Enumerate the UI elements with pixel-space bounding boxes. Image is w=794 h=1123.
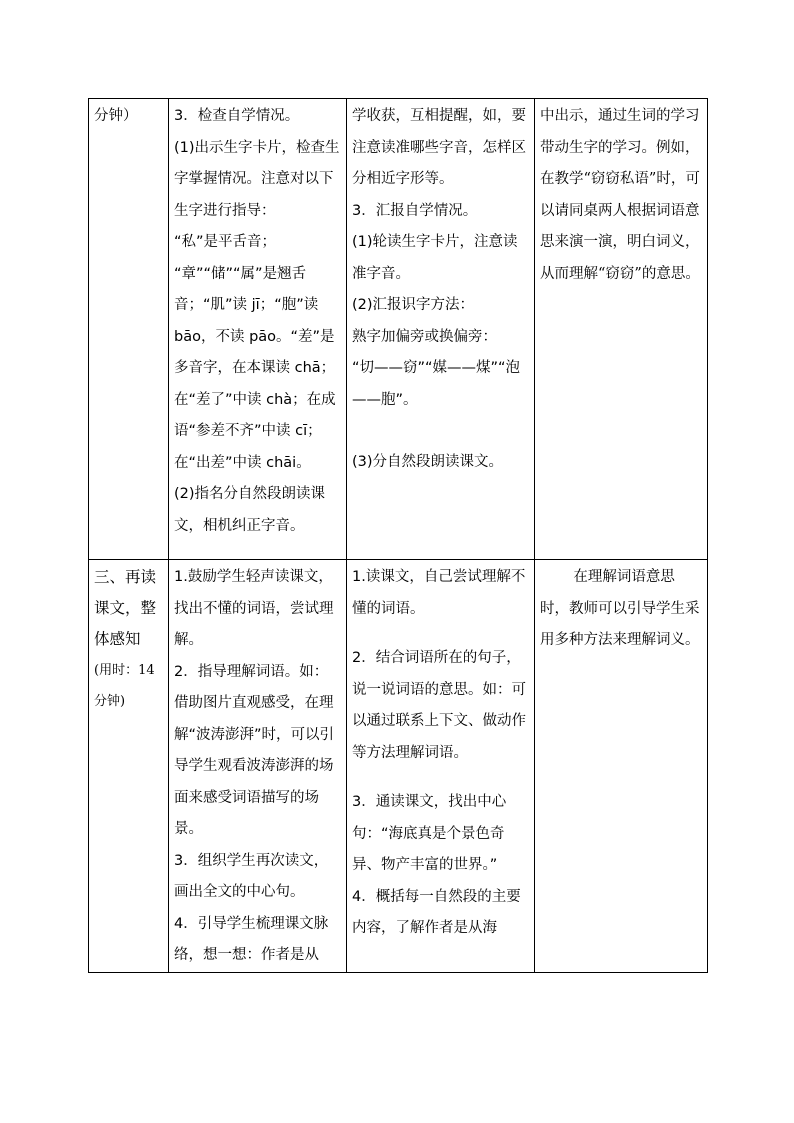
student-step: (2)汇报识字方法： — [352, 297, 475, 313]
spacer — [352, 625, 529, 643]
teacher-step: “章”“储”“属”是翘舌音；“肌”读 jī；“胞”读 bāo，不读 pāo。“差”是多音字，在本课读 chā；在“差了”中读 chà；在成语“参差不齐”中读 cī；在“出差”中读 chāi。 — [174, 265, 336, 471]
student-step: 3．汇报自学情况。 — [352, 202, 478, 219]
stage-cell — [89, 560, 169, 973]
student-step: (1)轮读生字卡片，注意读准字音。 — [352, 234, 518, 282]
student-step: 1.读课文，自己尝试理解不懂的词语。 — [352, 569, 526, 617]
table-row — [89, 560, 708, 973]
teacher-step: 1.鼓励学生轻声读课文，找出不懂的词语，尝试理解。 — [174, 569, 334, 648]
table-row — [89, 99, 708, 560]
stage-label: 分钟） — [94, 108, 138, 124]
student-step: 熟字加偏旁或换偏旁： — [352, 328, 497, 345]
teacher-activity-cell — [169, 560, 347, 973]
student-activity-cell — [347, 560, 535, 973]
student-step: (3)分自然段朗读课文。 — [352, 454, 504, 470]
teacher-step: “私”是平舌音； — [174, 234, 277, 250]
teacher-step: 3．检查自学情况。 — [174, 108, 300, 124]
student-step: 2．结合词语所在的句子，说一说词语的意思。如：可以通过联系上下文、做动作等方法理解词语。 — [352, 650, 526, 761]
stage-title: 三、再读课文，整体感知 — [94, 568, 157, 648]
stage-cell — [89, 99, 169, 560]
student-step: “切——窃”“媒——煤”“泡——胞”。 — [352, 360, 521, 408]
design-note: 在理解词语意思时，教师可以引导学生采用多种方法来理解词义。 — [540, 569, 700, 648]
student-step: 学收获，互相提醒，如，要注意读准哪些字音，怎样区分相近字形等。 — [352, 108, 526, 187]
teacher-step: 4．引导学生梳理课文脉络，想一想：作者是从 — [174, 915, 329, 963]
student-step: 3．通读课文，找出中心句：“海底真是个景色奇异、物产丰富的世界。” — [352, 794, 507, 873]
teacher-step: (2)指名分自然段朗读课文，相机纠正字音。 — [174, 486, 326, 534]
teacher-step: 2．指导理解词语。如：借助图片直观感受，在理解“波涛澎湃”时，可以引导学生观看波涛澎湃的场面来感受词语描写的场景。 — [174, 663, 335, 837]
lesson-plan-table — [88, 98, 708, 973]
teacher-step: (1)出示生字卡片，检查生字掌握情况。注意对以下生字进行指导： — [174, 139, 340, 219]
student-step: 4．概括每一自然段的主要内容，了解作者是从海 — [352, 888, 521, 936]
teacher-activity-cell — [169, 99, 347, 560]
student-activity-cell — [347, 99, 535, 560]
spacer — [352, 769, 529, 787]
spacer — [352, 416, 529, 447]
design-note: 中出示，通过生词的学习带动生字的学习。例如，在教学“窃窃私语”时，可以请同桌两人根据词语意思来演一演，明白词义，从而理解“窃窃”的意思。 — [540, 108, 700, 282]
design-note-cell — [535, 560, 708, 973]
stage-time: (用时：14分钟) — [94, 663, 155, 709]
teacher-step: 3．组织学生再次读文，画出全文的中心句。 — [174, 852, 329, 900]
design-note-cell — [535, 99, 708, 560]
